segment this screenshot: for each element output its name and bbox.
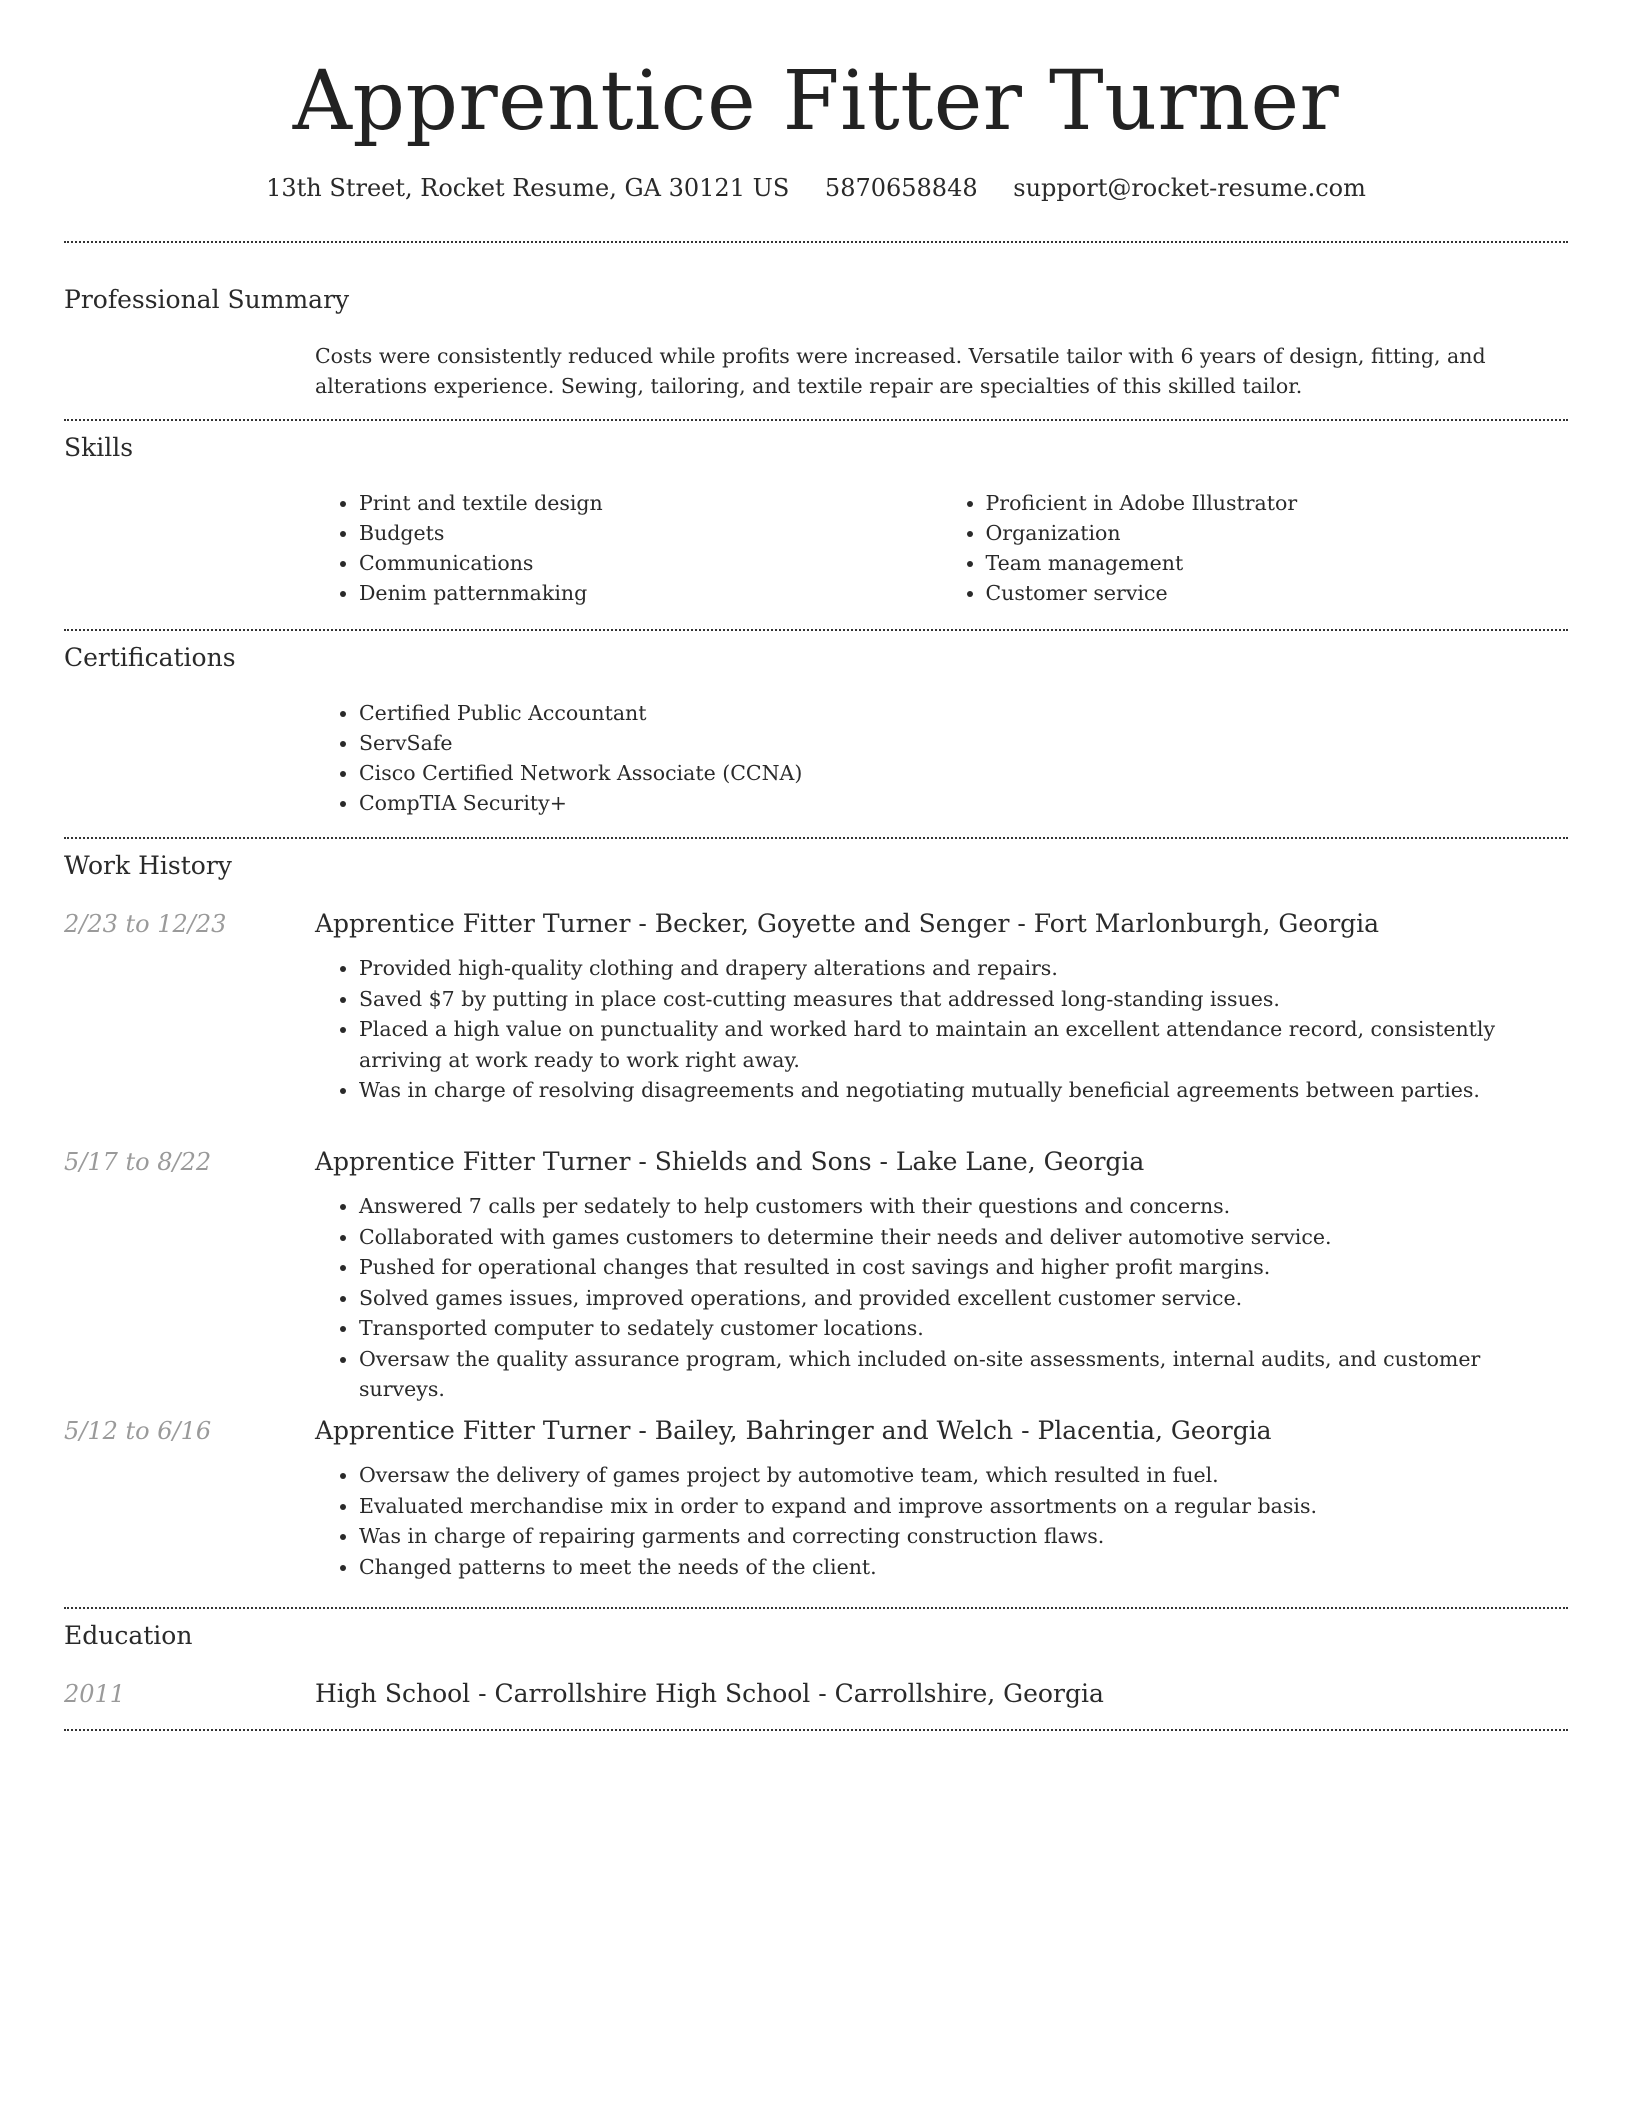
job-heading: Apprentice Fitter Turner - Shields and Sons - Lake Lane, Georgia — [315, 1147, 1145, 1176]
job-bullets — [315, 1460, 1568, 1582]
skills-list-left — [315, 488, 942, 608]
divider — [64, 1607, 1568, 1609]
skills-section — [315, 488, 1568, 608]
job-bullet: • Collaborated with games customers to determine their needs and deliver automotive service. — [359, 1222, 1568, 1253]
job-bullet: • Oversaw the quality assurance program, which included on-site assessments, internal audits, and customer surveys. — [359, 1344, 1568, 1405]
job-bullet: • Was in charge of resolving disagreements and negotiating mutually beneficial agreements between parties. — [359, 1075, 1568, 1106]
job-dates: 5/12 to 6/16 — [64, 1417, 212, 1445]
job-heading: Apprentice Fitter Turner - Bailey, Bahringer and Welch - Placentia, Georgia — [315, 1416, 1272, 1445]
divider — [64, 629, 1568, 631]
skill-item: • Budgets — [359, 518, 942, 548]
job-entry — [315, 907, 1568, 1106]
certification-item: • ServSafe — [359, 728, 1568, 758]
skill-item: • Communications — [359, 548, 942, 578]
job-bullet: • Pushed for operational changes that resulted in cost savings and higher profit margins. — [359, 1252, 1568, 1283]
education-heading-line: High School - Carrollshire High School - Carrollshire, Georgia — [315, 1679, 1104, 1708]
divider — [64, 1729, 1568, 1731]
job-bullet: • Transported computer to sedately customer locations. — [359, 1313, 1568, 1344]
education-entry — [315, 1677, 1568, 1723]
skills-heading: Skills — [64, 433, 134, 462]
job-bullet: • Answered 7 calls per sedately to help customers with their questions and concerns. — [359, 1191, 1568, 1222]
skills-list-right — [942, 488, 1569, 608]
contact-phone: 5870658848 — [824, 174, 978, 202]
skill-item: • Denim patternmaking — [359, 578, 942, 608]
job-heading: Apprentice Fitter Turner - Becker, Goyette and Senger - Fort Marlonburgh, Georgia — [315, 909, 1380, 938]
certifications-list — [315, 698, 1568, 818]
work-history-heading: Work History — [64, 851, 232, 880]
job-entry — [315, 1145, 1568, 1405]
certification-item: • Cisco Certified Network Associate (CCNA) — [359, 758, 1568, 788]
job-bullet: • Solved games issues, improved operations, and provided excellent customer service. — [359, 1283, 1568, 1314]
job-bullets — [315, 1191, 1568, 1405]
skill-item: • Organization — [986, 518, 1569, 548]
job-bullets — [315, 953, 1568, 1106]
contact-line — [64, 172, 1568, 204]
job-entry — [315, 1414, 1568, 1582]
job-bullet: • Changed patterns to meet the needs of the client. — [359, 1552, 1568, 1583]
job-bullet: • Evaluated merchandise mix in order to expand and improve assortments on a regular basis. — [359, 1491, 1568, 1522]
skill-item: • Team management — [986, 548, 1569, 578]
job-bullet: • Was in charge of repairing garments and correcting construction flaws. — [359, 1521, 1568, 1552]
skill-item: • Proficient in Adobe Illustrator — [986, 488, 1569, 518]
education-date: 2011 — [64, 1680, 126, 1708]
divider — [64, 241, 1568, 243]
contact-email: support@rocket-resume.com — [1013, 174, 1366, 202]
certification-item: • Certified Public Accountant — [359, 698, 1568, 728]
certification-item: • CompTIA Security+ — [359, 788, 1568, 818]
skill-item: • Customer service — [986, 578, 1569, 608]
divider — [64, 837, 1568, 839]
skill-item: • Print and textile design — [359, 488, 942, 518]
job-dates: 2/23 to 12/23 — [64, 910, 227, 938]
education-heading: Education — [64, 1621, 193, 1650]
contact-address: 13th Street, Rocket Resume, GA 30121 US — [266, 174, 790, 202]
summary-section — [315, 341, 1568, 401]
job-bullet: • Saved $7 by putting in place cost-cutting measures that addressed long-standing issues. — [359, 984, 1568, 1015]
job-bullet: • Provided high-quality clothing and drapery alterations and repairs. — [359, 953, 1568, 984]
candidate-name: Apprentice Fitter Turner — [292, 54, 1340, 149]
certifications-section — [315, 698, 1568, 818]
job-dates: 5/17 to 8/22 — [64, 1148, 212, 1176]
job-bullet: • Oversaw the delivery of games project by automotive team, which resulted in fuel. — [359, 1460, 1568, 1491]
certifications-heading: Certifications — [64, 643, 236, 672]
summary-heading: Professional Summary — [64, 285, 350, 314]
divider — [64, 419, 1568, 421]
summary-text: Costs were consistently reduced while profits were increased. Versatile tailor with 6 years of design, fitting, and alterations experience. Sewing, tailoring, and textile repair are specialties of this skilled tailor. — [315, 344, 1486, 398]
job-bullet: • Placed a high value on punctuality and worked hard to maintain an excellent attendance record, consistently arriving at work ready to work right away. — [359, 1014, 1568, 1075]
